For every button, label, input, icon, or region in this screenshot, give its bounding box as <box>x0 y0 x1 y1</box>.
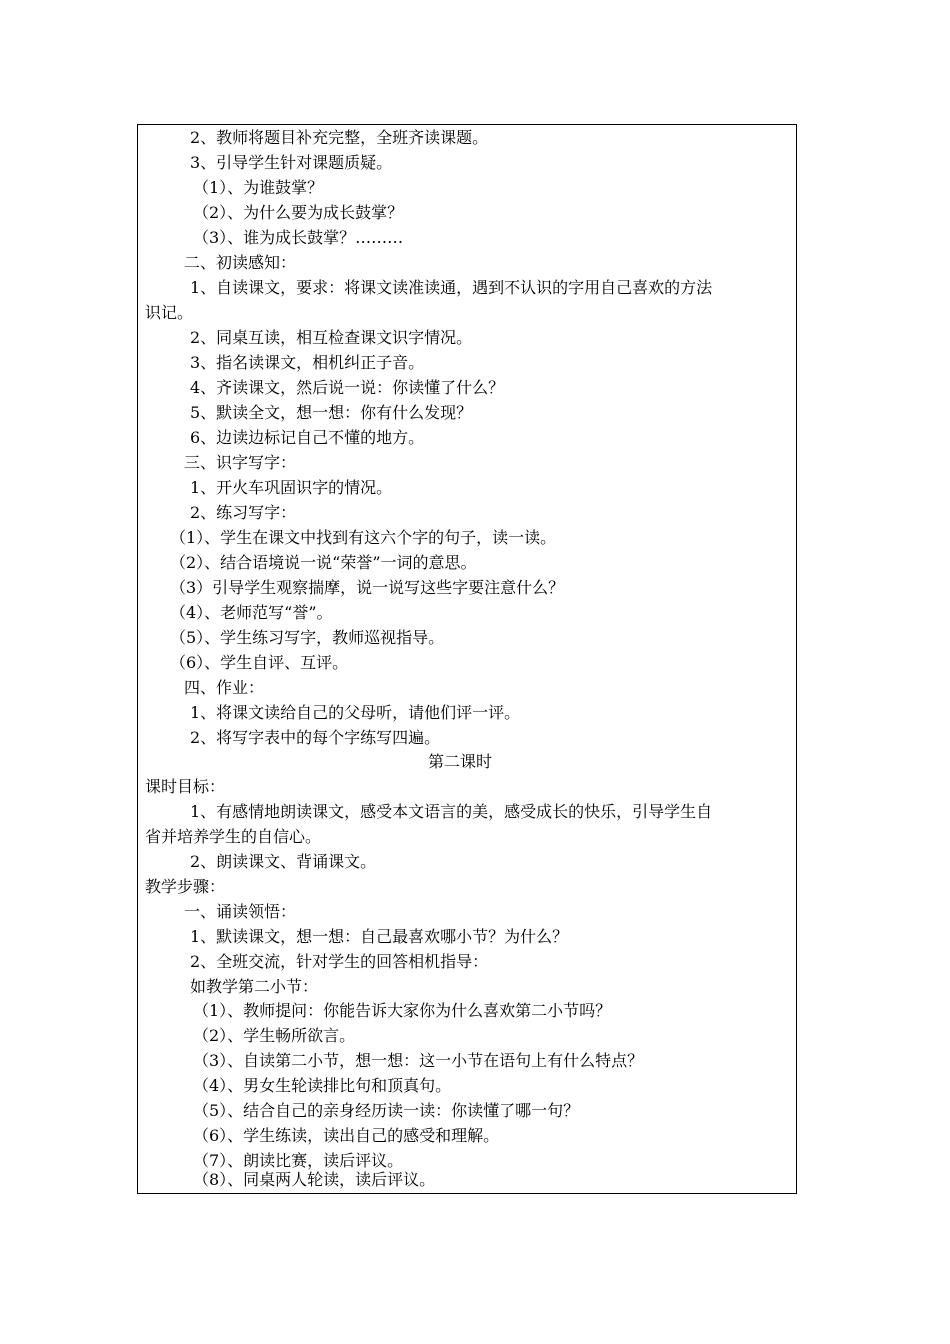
text-line: （1）、为谁鼓掌？ <box>193 178 324 197</box>
text-line: 1、自读课文，要求：将课文读准读通，遇到不认识的字用自己喜欢的方法 <box>190 278 713 297</box>
text-line: 2、朗读课文、背诵课文。 <box>190 852 377 871</box>
text-line: 6、边读边标记自己不懂的地方。 <box>190 428 425 447</box>
text-line: （7）、朗读比赛，读后评议。 <box>193 1151 404 1170</box>
text-line: （1）、教师提问：你能告诉大家你为什么喜欢第二小节吗？ <box>193 1001 612 1020</box>
text-line: 3、引导学生针对课题质疑。 <box>190 153 393 172</box>
text-line: 1、有感情地朗读课文，感受本文语言的美，感受成长的快乐，引导学生自 <box>190 802 713 821</box>
text-line: 4、齐读课文，然后说一说：你读懂了什么？ <box>190 378 505 397</box>
text-line: （6）、学生自评、互评。 <box>170 653 349 672</box>
text-line: （2）、学生畅所欲言。 <box>193 1026 356 1045</box>
text-line: （2）、为什么要为成长鼓掌？ <box>193 203 404 222</box>
text-line: 1、默读课文，想一想：自己最喜欢哪小节？为什么？ <box>190 927 569 946</box>
text-line: 3、指名读课文，相机纠正子音。 <box>190 353 425 372</box>
text-line: （8）、同桌两人轮读，读后评议。 <box>193 1170 436 1189</box>
section-heading: 四、作业： <box>184 678 265 697</box>
lesson-period-title: 第二课时 <box>428 752 493 771</box>
text-line: 省并培养学生的自信心。 <box>145 827 322 846</box>
text-line: 1、开火车巩固识字的情况。 <box>190 478 393 497</box>
text-line: （5）、结合自己的亲身经历读一读：你读懂了哪一句？ <box>193 1101 580 1120</box>
text-line: 1、将课文读给自己的父母听，请他们评一评。 <box>190 703 521 722</box>
section-heading: 教学步骤： <box>145 877 226 896</box>
text-line: （4）、老师范写“誉”。 <box>170 603 333 622</box>
text-line: 2、练习写字： <box>190 503 297 522</box>
text-line: 5、默读全文，想一想：你有什么发现？ <box>190 403 473 422</box>
text-line: 如教学第二小节： <box>190 977 319 996</box>
text-line: （5）、学生练习写字，教师巡视指导。 <box>170 628 445 647</box>
text-line: （3）、谁为成长鼓掌？……… <box>193 228 404 247</box>
section-heading: 一、诵读领悟： <box>184 902 297 921</box>
section-heading: 二、初读感知： <box>184 253 297 272</box>
text-line: 2、教师将题目补充完整，全班齐读课题。 <box>190 128 489 147</box>
text-line: 2、将写字表中的每个字练写四遍。 <box>190 728 441 747</box>
section-heading: 课时目标： <box>145 777 226 796</box>
text-line: （6）、学生练读，读出自己的感受和理解。 <box>193 1126 500 1145</box>
text-line: （4）、男女生轮读排比句和顶真句。 <box>193 1076 452 1095</box>
text-line: 2、全班交流，针对学生的回答相机指导： <box>190 952 489 971</box>
text-line: 识记。 <box>145 303 194 322</box>
text-line: 2、同桌互读，相互检查课文识字情况。 <box>190 328 473 347</box>
section-heading: 三、识字写字： <box>184 453 297 472</box>
text-line: （1）、学生在课文中找到有这六个字的句子，读一读。 <box>170 528 557 547</box>
text-line: （3）、自读第二小节，想一想：这一小节在语句上有什么特点？ <box>193 1051 644 1070</box>
text-line: （2）、结合语境说一说“荣誉”一词的意思。 <box>170 553 477 572</box>
text-line: （3）引导学生观察揣摩，说一说写这些字要注意什么？ <box>170 578 565 597</box>
